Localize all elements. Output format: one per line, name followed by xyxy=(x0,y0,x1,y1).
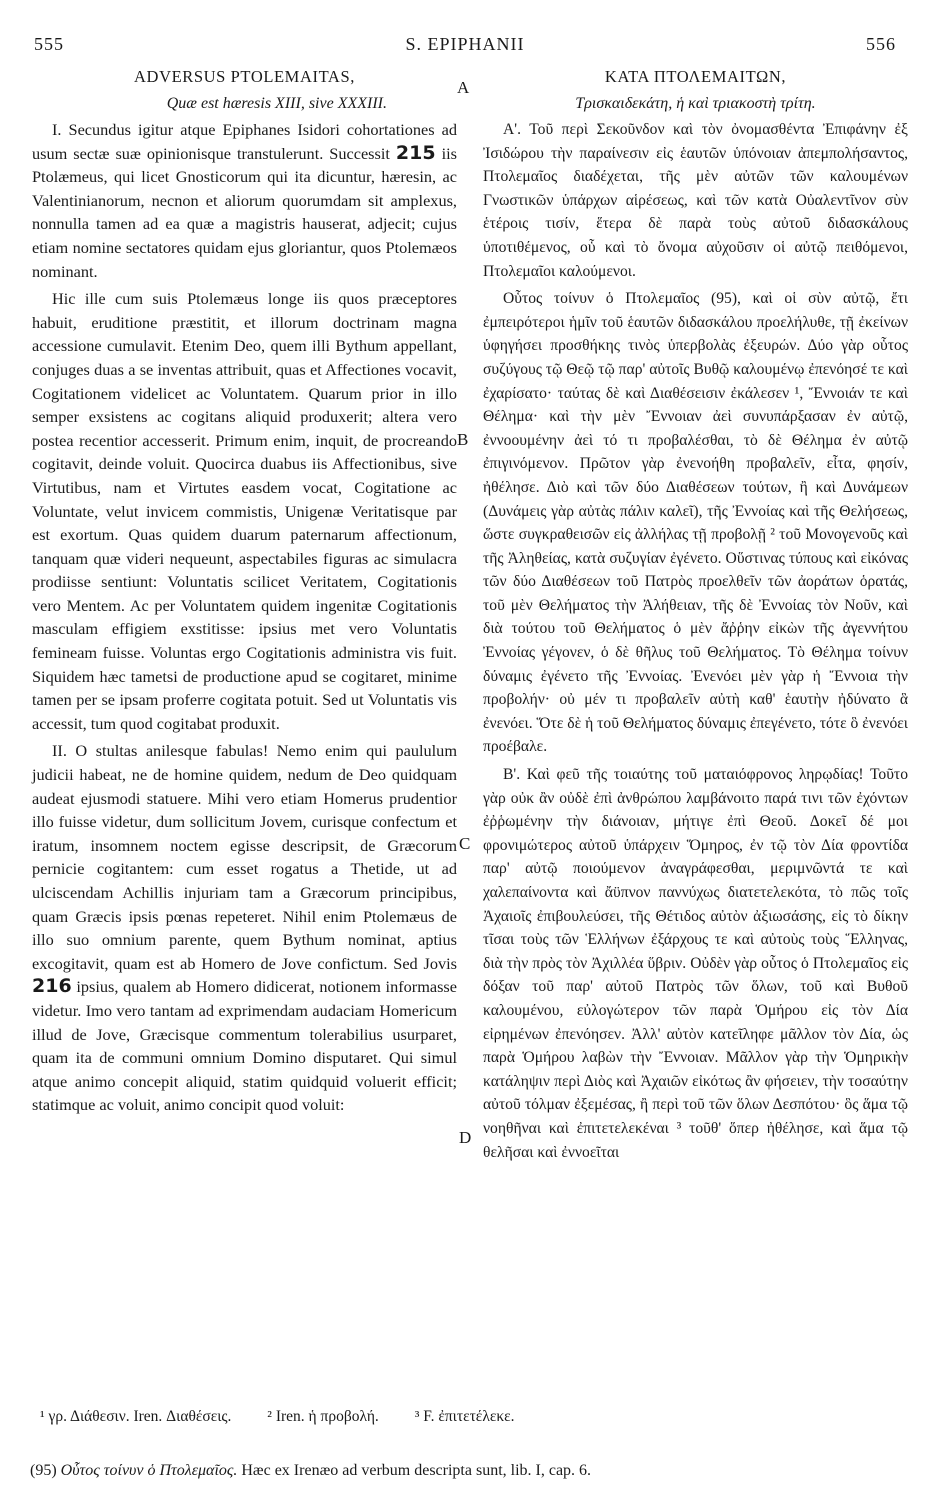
footnote-2: ² Iren. ἡ προβολή. xyxy=(267,1408,379,1425)
editor-note-number: (95) xyxy=(30,1462,57,1479)
latin-column xyxy=(32,64,457,1117)
footnote-1: ¹ γρ. Διάθεσιν. Iren. Διαθέσεις. xyxy=(40,1408,232,1425)
latin-body xyxy=(32,118,457,1117)
greek-subheading: Τρισκαιδεκάτη, ἡ καὶ τριακοστὴ τρίτη. xyxy=(575,95,816,112)
margin-letter-d: D xyxy=(459,1128,472,1147)
running-title: S. EPIPHANII xyxy=(405,34,525,54)
greek-paragraph-3: Β'. Καὶ φεῦ τῆς τοιαύτης τοῦ ματαιόφρονος ληρῳδίας! Τοῦτο γὰρ οὐκ ἂν οὐδὲ ἐπὶ ἀνθρώπου λαμβάνοιτο παρά τινι τῶν ἐχόντων ἐῤῥωμένην τὴν διάνοιαν, μήτιγε ἐπὶ Θεοῦ. Δοκεῖ δέ μοι φρονιμώτερος αὐτοῦ ὑπάρχειν Ὅμηρος, ἐν τῷ τὸν Δία φροντίδα παρ' αὐτῷ ποιούμενον ἀναγράφεσθαι, μεριμνῶντά τε καὶ χαλεπαίνοντα καὶ ἄϋπνον παννύχως διατετελεκότα, τὸ πῶς τοῖς Ἀχαιοῖς ἐπιβουλεύσει, τῆς Θέτιδος αὐτὸν ἀξιωσάσης, εἰς τὸ δίκην τῖσαι τοὺς τῶν Ἑλλήνων ἐξάρχους τε καὶ αὐτοὺς τοὺς Ἕλληνας, διὰ τὴν πρὸς τὸν Ἀχιλλέα ὕβριν. Οὐδὲν γὰρ οὗτος ὁ Πτολεμαῖος εἰς δόξαν τοῦ παρ' αὐτοῦ Πατρὸς τῶν ὅλων, τοῦ καὶ Βυθοῦ καλουμένου, εὐλογώτερον τῶν παρὰ Ὁμήρου εἰς τὸν Δία εἰρημένων ἐπενόησεν. Ἀλλ' αὐτὸν κατεῖληφε μᾶλλον τὸν Δία, ὡς παρὰ Ὁμήρου λαβὼν τὴν Ἔννοιαν. Μᾶλλον γὰρ τὴν Ὁμηρικὴν κατάληψιν περὶ Διὸς καὶ Ἀχαιῶν εἰκότως ἂν φήσειεν, τὴν τοσαύτην αὐτοῦ τόλμαν ἐξεμέσας, ἢ περὶ τοῦ τῶν ὅλων Δεσπότου· ὃς ἅμα τῷ νοηθῆναι καὶ ἐπιτετελεκέναι ³ τοῦθ' ὅπερ ἠθέλησε, καὶ ἅμα τῷ θελῆσαι καὶ ἐννοεῖται xyxy=(483,766,908,1161)
latin-heading: ADVERSUS PTOLEMAITAS, xyxy=(134,67,355,86)
page-number-left: 555 xyxy=(34,34,64,54)
latin-paragraph-1: I. Secundus igitur atque Epiphanes Isidori cohortationes ad usum sectæ suæ opinionisque transtulerunt. Successit 215 iis Ptolæmeus, qui licet Gnosticorum qui ita dicuntur, hæresin, ac Valentinianorum, necnon et aliorum quorumdam sit amplexus, nonnulla tamen ad ea quæ a magistris hauserat, adjecit; cujus etiam nomine sectatores quidam ejus gloriantur, quos Ptolemæos nominant. xyxy=(32,120,457,281)
greek-paragraph-1: Α'. Τοῦ περὶ Σεκοῦνδον καὶ τὸν ὀνομασθέντα Ἐπιφάνην ἐξ Ἰσιδώρου τὴν παραίνεσιν εἰς ἑαυτῶν ὑπόνοιαν ἀπεμπολήσαντος, Πτολεμαῖος διαδέχεται, τῆς μὲν αὐτῶν τῶν καλουμένων Γνωστικῶν ὑπάρχων αἱρέσεως, καὶ τῶν κατὰ Οὐαλεντῖνον σὺν ἑτέροις τισίν, ἕτερα δὲ παρὰ τοὺς αὐτοῦ διδασκάλους ὑποτιθέμενος, οὗ καὶ τὸ ὄνομα αὐχοῦσιν οἱ αὐτῷ πειθόμενοι, Πτολεμαῖοι καλούμενοι. xyxy=(483,121,908,280)
editor-note-lemma: Οὗτος τοίνυν ὁ Πτολεμαῖος. xyxy=(60,1462,238,1479)
latin-paragraph-2: Hic ille cum suis Ptolemæus longe iis quos præceptores habuit, eruditione præstitit, et illorum doctrinam magna accessione cumulavit. Etenim Deo, quem illi Bythum appellant, conjuges duas a se inventas attribuit, quas et Affectiones vocavit, Cogitationem videlicet ac Voluntatem. Quarum prior in illo semper exsistens ac cogitans aliquid produxerit; altera vero postea recentior accesserit. Primum enim, inquit, de procreando cogitavit, deinde voluit. Quocirca duabus iis Affectionibus, sive Virtutibus, nam et Virtutes easdem vocat, Cogitatione ac Voluntate, velut invicem commistis, Unigenæ Veritatisque par est exortum. Quas quidem duarum paternarum affectionum, tanquam quæ videri nequeunt, aspectabiles figuras ac simulacra prodiisse sentiunt: Voluntatis scilicet Veritatem, Cogitationis vero Mentem. Ac per Voluntatem quidem ingenitæ Cogitationis masculam effigiem exstitisse: ipsius met vero Voluntatis femineam fuisse. Voluntas ergo Cogitationis administra vis fuit. Siquidem hæc tametsi de productione apud se cogitaret, minime tamen per se ipsam proferre cogitata potuit. Sed ut Voluntatis vis accessit, tum quod cogitabat produxit. xyxy=(32,289,457,733)
latin-paragraph-3: II. O stultas anilesque fabulas! Nemo enim qui paululum judicii habeat, ne de homine quidem, nedum de Deo quidquam audeat ejusmodi statuere. Mihi vero etiam Homerus prudentior illo fuisse videtur, dum sollicitum Jovem, curisque confectum et iratum, insomnem noctem egisse descripsit, de Græcorum pernicie cogitantem: cum esset rogatus a Thetide, ut ad ulciscendam Achillis injuriam tam a Græcorum principibus, quam Græcis ipsis pœnas repeteret. Nihil enim Ptolemæus de illo suo omnium parente, quem Bythum nominat, aptius excogitavit, quam est ab Homero de Jove confictum. Sed Jovis 216 ipsius, qualem ab Homero didicerat, notionem informasse videtur. Imo vero tantam ad exprimendam audaciam Homericum illud de Jove, Græcisque commentum tolerabilius usurparet, quam ita de communi omnium Domino disputaret. Qui simul atque animo concepit aliquid, statim quidquid voluerit efficit; statimque ac voluit, animo concipit quod voluit: xyxy=(32,741,457,1115)
column-number-216: 216 xyxy=(32,975,72,998)
greek-body xyxy=(483,118,908,1164)
footnote-3: ³ F. ἐπιτετέλεκε. xyxy=(414,1408,515,1425)
latin-subheading: Quæ est hæresis XIII, sive XXXIII. xyxy=(166,95,387,112)
margin-letter-c: C xyxy=(459,834,471,853)
greek-paragraph-2: Οὗτος τοίνυν ὁ Πτολεμαῖος (95), καὶ οἱ σὺν αὐτῷ, ἔτι ἐμπειρότεροι ἡμῖν τοῦ ἑαυτῶν διδασκάλου προελήλυθε, τῇ ἐκείνων ὑφηγήσει προσθήκης τινὸς ὑπερβολὰς ἐξευρών. Δύο γὰρ οὗτος συζύγους τῷ Θεῷ τῷ παρ' αὐτοῖς Βυθῷ καλουμένῳ ἐπενόησέ τε καὶ ἐχαρίσατο· ταύτας δὲ καὶ Διαθέσεισιν ἐκάλεσεν ¹, Ἔννοιάν τε καὶ Θέλημα· καὶ τὴν μὲν Ἔννοιαν ἀεὶ συνυπάρξασαν ἐν αὐτῷ, ἐννοουμένην ἀεὶ τό τι προβαλέσθαι, τὸ δὲ Θέλημα ἐν αὐτῷ ἐπιγινόμενον. Πρῶτον γὰρ ἐνενοήθη προβαλεῖν, εἶτα, φησίν, ἠθέλησε. Διὸ καὶ τῶν δύο Διαθέσεων τούτων, ἢ καὶ Δυνάμεων (Δυνάμεις γὰρ αὐτὰς πάλιν καλεῖ), τῆς Ἐννοίας καὶ τῆς Θελήσεως, ὥστε συγκραθεισῶν εἰς ἀλλήλας τῇ προβολῇ ² τοῦ Μονογενοῦς καὶ τῆς Ἀληθείας, κατὰ συζυγίαν ἐγένετο. Οὕστινας τύπους καὶ εἰκόνας τῶν δύο Διαθέσεων τοῦ Πατρὸς προελθεῖν τῶν ἀοράτων ὁρατάς, τοῦ μὲν Θελήματος τὴν Ἀλήθειαν, τῆς δὲ Ἐννοίας τὸν Νοῦν, καὶ διὰ τούτου τοῦ Θελήματος ὁ μὲν ἄῤῥην εἰκὼν τῆς ἀγεννήτου Ἐννοίας γέγονεν, ὁ δὲ θῆλυς τοῦ Θελήματος. Τὸ Θέλημα τοίνυν δύναμις ἐγένετο τῆς Ἐννοίας. Ἐνενόει μὲν γὰρ ἡ Ἔννοια τὴν προβολήν· οὐ μέν τι προβαλεῖν αὐτὴ καθ' ἑαυτὴν ἠδύνατο ἃ ἐνενόει. Ὅτε δὲ ἡ τοῦ Θελήματος δύναμις ἐπεγένετο, τότε ὃ ἐνενόει προέβαλε. xyxy=(483,290,908,756)
footnotes xyxy=(40,1408,900,1426)
greek-heading: ΚΑΤΑ ΠΤΟΛΕΜΑΙΤΩΝ, xyxy=(604,67,787,86)
greek-column xyxy=(483,64,908,1164)
editor-note xyxy=(30,1462,910,1480)
margin-letter-a: A xyxy=(457,78,470,97)
margin-letter-b: B xyxy=(457,430,469,449)
editor-note-text: Hæc ex Irenæo ad verbum descripta sunt, lib. I, cap. 6. xyxy=(241,1462,592,1479)
running-head xyxy=(34,34,896,56)
page-number-right: 556 xyxy=(866,34,896,54)
column-number-215: 215 xyxy=(395,141,436,164)
